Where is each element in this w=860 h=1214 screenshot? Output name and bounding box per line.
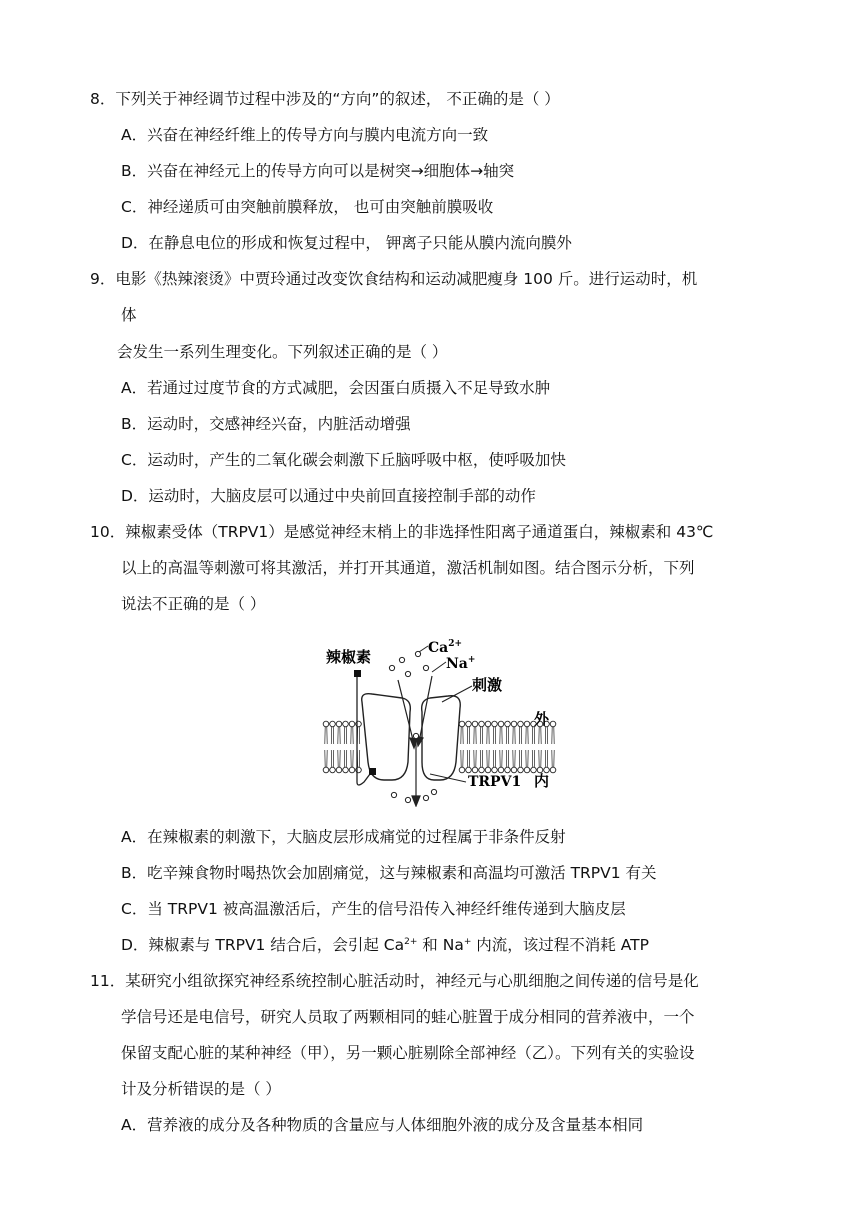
question-10-stem-line2: 以上的高温等刺激可将其激活，并打开其通道，激活机制如图。结合图示分析，下列 xyxy=(121,559,695,577)
lipid-head xyxy=(343,721,349,727)
lipid-tail xyxy=(526,750,528,767)
membrane-right xyxy=(459,721,556,773)
calcium-label: $Ca^{2+}$ xyxy=(428,639,463,656)
question-8-option-a: A．兴奋在神经纤维上的传导方向与膜内电流方向一致 xyxy=(121,126,489,144)
lipid-tail xyxy=(506,727,508,744)
lipid-head xyxy=(349,767,355,773)
question-10-stem-line1: 10．辣椒素受体（TRPV1）是感觉神经末梢上的非选择性阳离子通道蛋白，辣椒素和 43℃ xyxy=(90,523,714,541)
lipid-tail xyxy=(500,727,502,744)
question-9-stem-line2: 体 xyxy=(121,306,137,324)
lipid-tail xyxy=(461,727,463,744)
lipid-tail xyxy=(493,727,495,744)
lipid-head xyxy=(498,767,504,773)
lipid-head xyxy=(466,767,472,773)
lipid-head xyxy=(518,721,524,727)
lipid-tail xyxy=(539,750,541,767)
lipid-head xyxy=(336,721,342,727)
question-10-option-b: B．吃辛辣食物时喝热饮会加剧痛觉，这与辣椒素和高温均可激活 TRPV1 有关 xyxy=(121,864,657,882)
question-10-stem-line3: 说法不正确的是（ ） xyxy=(121,595,266,613)
lipid-tail xyxy=(480,727,482,744)
lipid-head xyxy=(511,721,517,727)
question-8-option-b: B．兴奋在神经元上的传导方向可以是树突→细胞体→轴突 xyxy=(121,162,515,180)
membrane-left xyxy=(323,721,361,773)
lipid-head xyxy=(550,767,556,773)
lipid-tail xyxy=(552,727,554,744)
lipid-tail xyxy=(351,727,353,744)
lipid-head xyxy=(472,767,478,773)
question-9-option-d: D．运动时，大脑皮层可以通过中央前回直接控制手部的动作 xyxy=(121,487,536,505)
question-8-option-c: C．神经递质可由突触前膜释放， 也可由突触前膜吸收 xyxy=(121,198,494,216)
lipid-head xyxy=(550,721,556,727)
lipid-head xyxy=(518,767,524,773)
question-10-option-a: A．在辣椒素的刺激下，大脑皮层形成痛觉的过程属于非条件反射 xyxy=(121,828,566,846)
capsaicin-label: 辣椒素 xyxy=(326,648,372,666)
trpv1-label: TRPV1 xyxy=(468,774,522,790)
question-9-option-a: A．若通过过度节食的方式减肥，会因蛋白质摄入不足导致水肿 xyxy=(121,379,551,397)
lipid-tail xyxy=(338,727,340,744)
lipid-tail xyxy=(539,727,541,744)
lipid-tail xyxy=(467,727,469,744)
lipid-head xyxy=(505,721,511,727)
lipid-tail xyxy=(513,750,515,767)
lipid-tail xyxy=(532,750,534,767)
capsaicin-marker-bound xyxy=(369,768,376,775)
lipid-tail xyxy=(545,750,547,767)
question-9-stem-line1: 9．电影《热辣滚烫》中贾玲通过改变饮食结构和运动减肥瘦身 100 斤。进行运动时，机 xyxy=(90,270,698,288)
question-9-stem-line3: 会发生一系列生理变化。下列叙述正确的是（ ） xyxy=(117,343,448,361)
lipid-tail xyxy=(331,727,333,744)
lipid-head xyxy=(336,767,342,773)
lipid-head xyxy=(330,767,336,773)
lipid-tail xyxy=(467,750,469,767)
lipid-tail xyxy=(474,750,476,767)
lipid-tail xyxy=(552,750,554,767)
lipid-head xyxy=(524,767,530,773)
lipid-tail xyxy=(545,727,547,744)
lipid-head xyxy=(485,721,491,727)
lipid-tail xyxy=(487,750,489,767)
lipid-head xyxy=(472,721,478,727)
lipid-head xyxy=(479,721,485,727)
question-9-option-b: B．运动时，交感神经兴奋，内脏活动增强 xyxy=(121,415,411,433)
lipid-tail xyxy=(480,750,482,767)
question-8-stem: 8．下列关于神经调节过程中涉及的“方向”的叙述， 不正确的是（ ） xyxy=(90,90,560,108)
lipid-tail xyxy=(325,750,327,767)
lipid-tail xyxy=(519,727,521,744)
lipid-tail xyxy=(357,727,359,744)
lipid-head xyxy=(492,767,498,773)
lipid-tail xyxy=(344,727,346,744)
lipid-tail xyxy=(493,750,495,767)
lipid-head xyxy=(323,767,329,773)
lipid-tail xyxy=(357,750,359,767)
question-11-stem-line1: 11．某研究小组欲探究神经系统控制心脏活动时，神经元与心肌细胞之间传递的信号是化 xyxy=(90,972,699,990)
sodium-label: Na+ xyxy=(446,655,476,672)
lipid-head xyxy=(498,721,504,727)
trpv1-channel-right-half xyxy=(422,696,461,780)
lipid-tail xyxy=(331,750,333,767)
lipid-head xyxy=(511,767,517,773)
lipid-tail xyxy=(338,750,340,767)
lipid-tail xyxy=(519,750,521,767)
lipid-head xyxy=(466,721,472,727)
lipid-head xyxy=(524,721,530,727)
lipid-tail xyxy=(474,727,476,744)
lipid-head xyxy=(485,767,491,773)
stimulus-label: 刺激 xyxy=(472,676,503,694)
outside-label: 外 xyxy=(534,710,550,728)
lipid-tail xyxy=(500,750,502,767)
lipid-head xyxy=(330,721,336,727)
inside-label: 内 xyxy=(534,772,550,790)
lipid-head xyxy=(479,767,485,773)
lipid-tail xyxy=(513,727,515,744)
question-9-option-c: C．运动时，产生的二氧化碳会刺激下丘脑呼吸中枢，使呼吸加快 xyxy=(121,451,566,469)
question-10-option-d: D．辣椒素与 TRPV1 结合后，会引起 $Ca^{2+}$ 和 Na+ 内流，该过程不消耗 ATP xyxy=(121,936,649,954)
lipid-head xyxy=(323,721,329,727)
lipid-head xyxy=(343,767,349,773)
question-11-stem-line3: 保留支配心脏的某种神经（甲），另一颗心脏剔除全部神经（乙）。下列有关的实验设 xyxy=(121,1044,695,1062)
lipid-tail xyxy=(351,750,353,767)
sodium-pointer xyxy=(432,662,446,672)
question-10-option-c: C．当 TRPV1 被高温激活后，产生的信号沿传入神经纤维传递到大脑皮层 xyxy=(121,900,626,918)
lipid-tail xyxy=(461,750,463,767)
lipid-head xyxy=(459,721,465,727)
question-11-stem-line2: 学信号还是电信号，研究人员取了两颗相同的蛙心脏置于成分相同的营养液中，一个 xyxy=(121,1008,695,1026)
trpv1-channel-left-half xyxy=(362,694,411,780)
lipid-tail xyxy=(487,727,489,744)
question-11-option-a: A．营养液的成分及各种物质的含量应与人体细胞外液的成分及含量基本相同 xyxy=(121,1116,644,1134)
lipid-tail xyxy=(526,727,528,744)
question-8-option-d: D．在静息电位的形成和恢复过程中， 钾离子只能从膜内流向膜外 xyxy=(121,234,572,252)
lipid-head xyxy=(492,721,498,727)
lipid-head xyxy=(459,767,465,773)
lipid-head xyxy=(505,767,511,773)
trpv1-diagram xyxy=(322,632,562,807)
lipid-tail xyxy=(532,727,534,744)
question-11-stem-line4: 计及分析错误的是（ ） xyxy=(121,1080,281,1098)
capsaicin-marker-top xyxy=(354,670,361,677)
lipid-tail xyxy=(344,750,346,767)
lipid-tail xyxy=(506,750,508,767)
lipid-tail xyxy=(325,727,327,744)
lipid-head xyxy=(349,721,355,727)
